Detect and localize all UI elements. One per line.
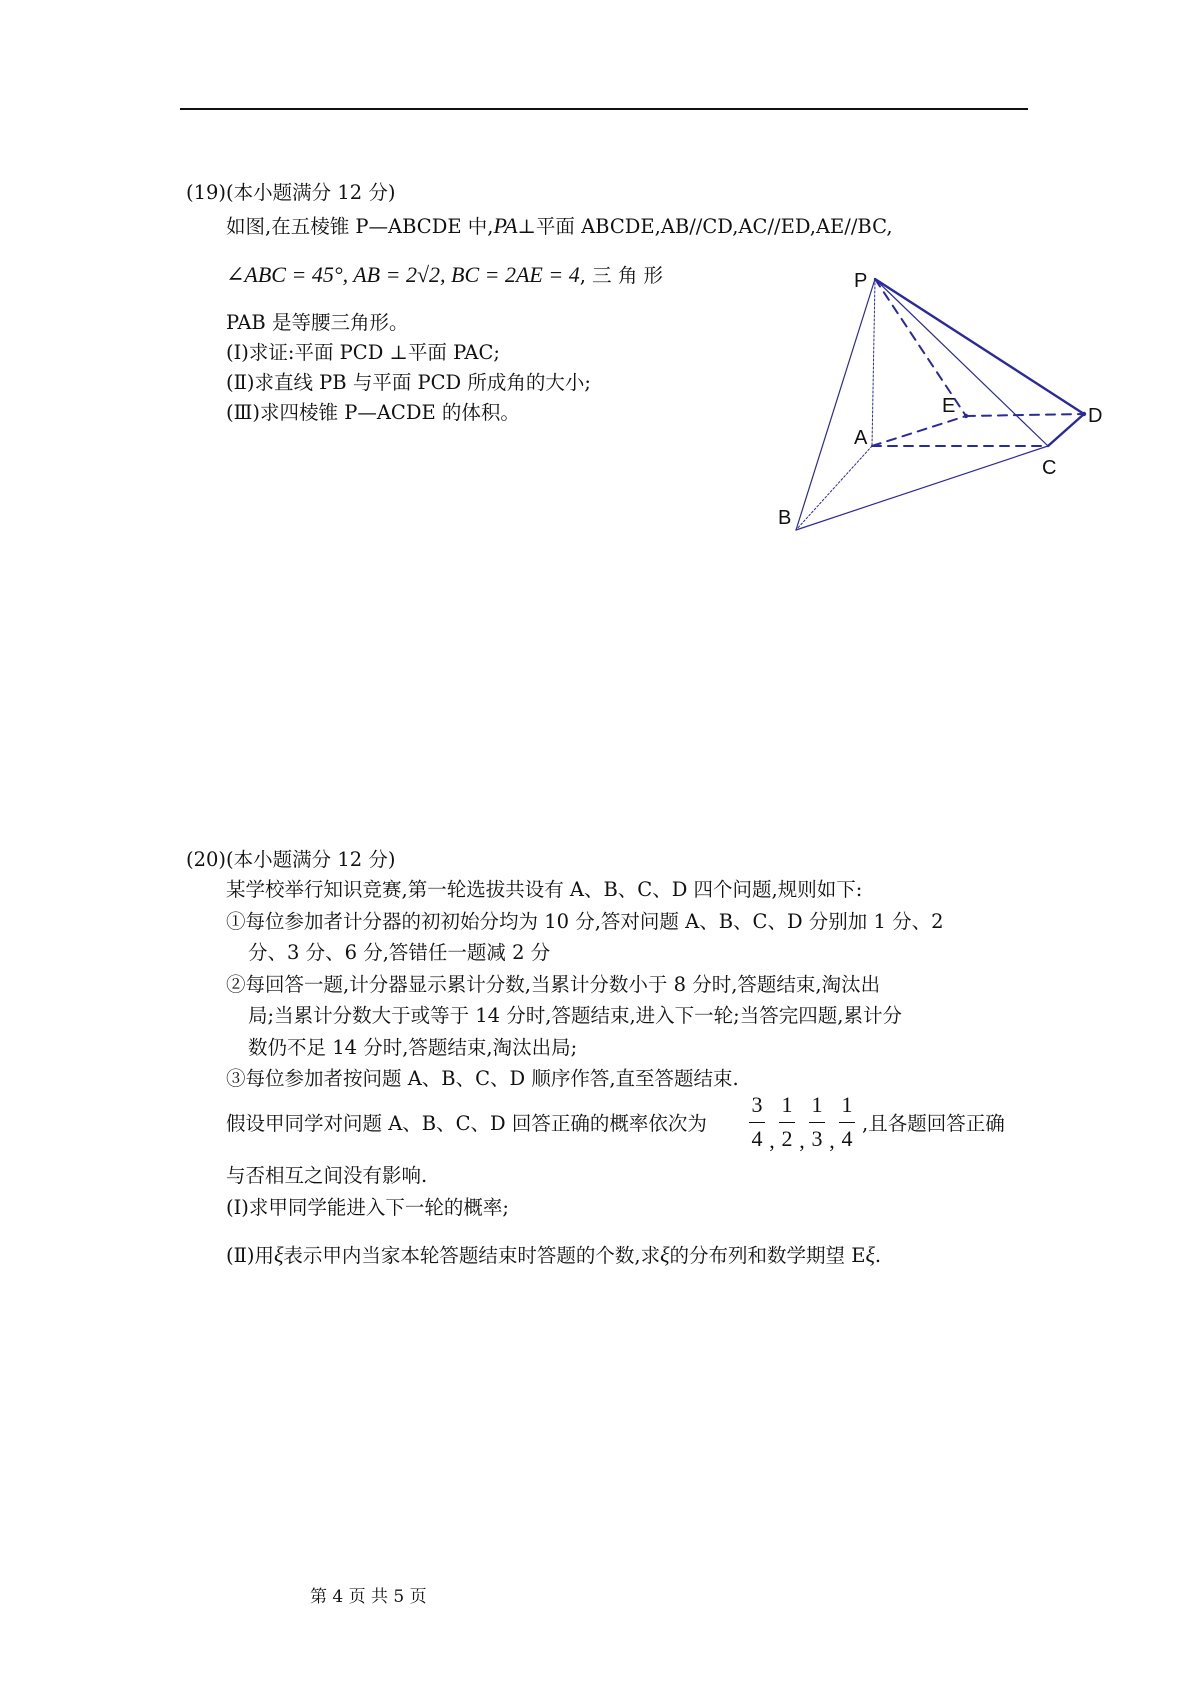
label-P: P <box>854 270 868 292</box>
q20-assume-a: 假设甲同学对问题 A、B、C、D 回答正确的概率依次为 <box>226 1112 707 1135</box>
vertex-D <box>1082 412 1086 416</box>
label-E: E <box>942 395 956 417</box>
q20-rule3: ③每位参加者按问题 A、B、C、D 顺序作答,直至答题结束. <box>226 1067 739 1090</box>
label-D: D <box>1088 405 1103 427</box>
q19-intro-pa: PA <box>493 213 518 238</box>
label-C: C <box>1042 457 1057 479</box>
top-rule <box>180 108 1028 110</box>
q20-rule2-a: ②每回答一题,计分器显示累计分数,当累计分数小于 8 分时,答题结束,淘汰出 <box>226 973 881 996</box>
q19-part1: (Ⅰ)求证:平面 PCD ⊥平面 PAC; <box>226 341 500 364</box>
q20-part2-c: 的分布列和数学期望 E <box>669 1244 866 1267</box>
xi-symbol-1: ξ <box>273 1242 284 1267</box>
q20-part1: (Ⅰ)求甲同学能进入下一轮的概率; <box>226 1196 509 1219</box>
q20-part2-a: (Ⅱ)用 <box>226 1244 274 1267</box>
edge-PD <box>875 279 1084 414</box>
q19-intro-b: ⊥平面 ABCDE,AB//CD,AC//ED,AE//BC, <box>517 215 893 238</box>
edge-ED <box>966 414 1084 416</box>
frac-4-bar <box>839 1122 855 1123</box>
q20-rule2-c: 数仍不足 14 分时,答题结束,淘汰出局; <box>248 1036 578 1059</box>
edge-PA <box>872 279 875 446</box>
q19-condition-tail: , 三 角 形 <box>579 264 664 287</box>
edge-PB <box>796 279 875 530</box>
q20-assume-c: 与否相互之间没有影响. <box>226 1164 428 1187</box>
frac-comma-2: , <box>799 1128 805 1153</box>
q19-condition <box>226 262 663 289</box>
q19-part3: (Ⅲ)求四棱锥 P—ACDE 的体积。 <box>226 401 520 424</box>
frac-4-num: 1 <box>841 1092 853 1117</box>
frac-1-den: 4 <box>751 1126 763 1151</box>
page-footer: 第 4 页 共 5 页 <box>310 1587 427 1607</box>
frac-1-num: 3 <box>751 1092 763 1117</box>
frac-3-num: 1 <box>811 1092 823 1117</box>
q19-condition-cont: PAB 是等腰三角形。 <box>226 311 409 334</box>
edge-PC <box>875 279 1048 446</box>
edge-CD <box>1048 414 1084 446</box>
q20-rule2-b: 局;当累计分数大于或等于 14 分时,答题结束,进入下一轮;当答完四题,累计分 <box>248 1004 902 1027</box>
q20-part2-d: . <box>874 1244 882 1267</box>
q20-header: (20)(本小题满分 12 分) <box>186 848 396 871</box>
frac-4-den: 4 <box>841 1126 853 1151</box>
frac-comma-1: , <box>769 1128 775 1153</box>
q19-header: (19)(本小题满分 12 分) <box>186 181 396 204</box>
q20-assume-b: ,且各题回答正确 <box>862 1112 1005 1135</box>
pyramid-figure <box>770 262 1110 532</box>
q19-condition-math: ∠ABC = 45°, AB = 2√2, BC = 2AE = 4 <box>226 262 580 287</box>
q19-part2: (Ⅱ)求直线 PB 与平面 PCD 所成角的大小; <box>226 371 591 394</box>
vertex-E <box>964 414 968 418</box>
q20-part2 <box>226 1242 881 1269</box>
frac-comma-3: , <box>829 1128 835 1153</box>
frac-3-bar <box>809 1122 825 1123</box>
q20-rule1-b: 分、3 分、6 分,答错任一题减 2 分 <box>248 941 551 964</box>
xi-symbol-3: ξ <box>865 1242 875 1267</box>
frac-2-num: 1 <box>781 1092 793 1117</box>
q20-part2-b: 表示甲内当家本轮答题结束时答题的个数,求 <box>283 1244 661 1267</box>
q19-intro <box>226 213 893 240</box>
xi-symbol-2: ξ <box>660 1242 670 1267</box>
q20-intro: 某学校举行知识竞赛,第一轮选拔共设有 A、B、C、D 四个问题,规则如下: <box>226 878 863 901</box>
q20-rule1-a: ①每位参加者计分器的初初始分均为 10 分,答对问题 A、B、C、D 分别加 1 分、2 <box>226 910 944 933</box>
frac-2-den: 2 <box>781 1126 793 1151</box>
edge-AE <box>872 416 966 446</box>
frac-1-bar <box>749 1122 765 1123</box>
label-B: B <box>778 507 792 529</box>
frac-2-bar <box>779 1122 795 1123</box>
frac-3-den: 3 <box>811 1126 823 1151</box>
label-A: A <box>854 427 868 449</box>
q19-intro-a: 如图,在五棱锥 P—ABCDE 中, <box>226 215 494 238</box>
